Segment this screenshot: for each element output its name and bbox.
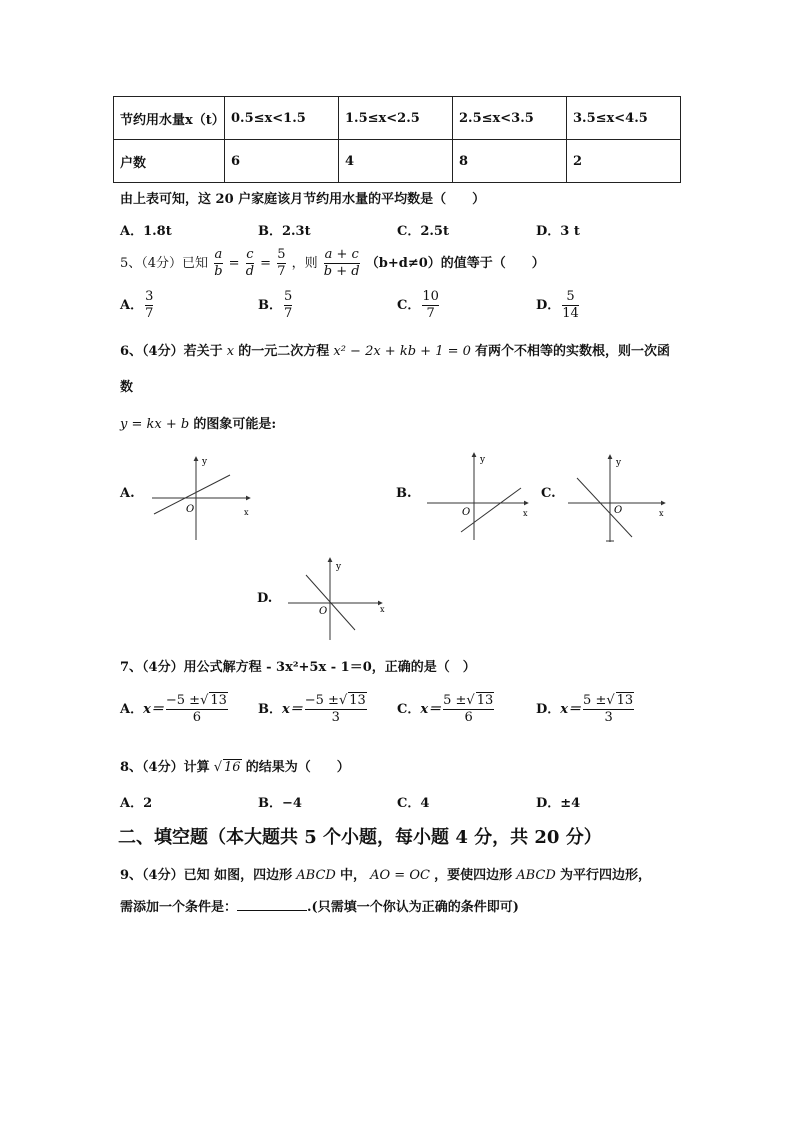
option-label: C． — [397, 702, 421, 717]
numerator: 5 ±√ 13 — [443, 693, 494, 708]
denominator: d — [245, 264, 255, 279]
q8-stem — [120, 756, 350, 775]
graph-label-b: B. — [396, 486, 412, 501]
q4-option-b: B．2.3t — [258, 224, 311, 239]
q9-text: 需添加一个条件是： — [120, 900, 238, 915]
option-label: B． — [258, 702, 282, 717]
radicand: 13 — [349, 693, 366, 708]
q8-radical: √ 16 — [213, 760, 241, 775]
table-cell: 节约用水量x（t） — [114, 97, 225, 140]
q9-line2 — [120, 896, 519, 915]
q9-text: 9、（4分）已知 如图，四边形 — [120, 868, 293, 883]
q4-option-a: A．1.8t — [120, 224, 172, 239]
q8-text: 8、（4分）计算 — [120, 760, 210, 775]
numerator-text: 5 ± — [583, 693, 607, 708]
fraction — [305, 693, 367, 726]
option-label: B． — [258, 298, 282, 313]
numerator: 5 — [566, 289, 575, 304]
fraction — [443, 693, 494, 726]
numerator: 5 ±√ 13 — [583, 693, 634, 708]
denominator: 6 — [166, 709, 228, 726]
graph-label-d: D. — [257, 591, 273, 606]
q9-text: .(只需填一个你认为正确的条件即可) — [307, 900, 519, 915]
table-cell: 户数 — [114, 140, 225, 183]
denominator: 3 — [305, 709, 367, 726]
table-cell: 6 — [225, 140, 339, 183]
table-cell: 4 — [339, 140, 453, 183]
graph-label-a: A. — [120, 486, 135, 501]
axis-x-label: x — [523, 509, 528, 518]
q9-math: AO = OC — [370, 868, 430, 883]
option-variable: x＝ — [560, 702, 582, 717]
q5-condition: （b+d≠0）的值等于（ ） — [365, 256, 545, 271]
q9-line1 — [120, 864, 651, 883]
numerator-text: −5 ± — [304, 693, 339, 708]
option-label: D． — [536, 702, 561, 717]
q6-text: 有两个不相等的实数根，则一次函 — [475, 344, 671, 359]
axis-x-label: x — [380, 605, 385, 614]
graph-a — [152, 457, 250, 540]
denominator: 7 — [284, 306, 293, 321]
q4-stem: 由上表可知，这 20 户家庭该月节约用水量的平均数是（ ） — [120, 192, 486, 207]
origin-label: O — [186, 504, 195, 515]
table-cell: 8 — [453, 140, 567, 183]
q4-option-d: D．3 t — [536, 224, 580, 239]
numerator: c — [246, 247, 254, 262]
numerator-text: −5 ± — [165, 693, 201, 708]
radicand: 13 — [210, 693, 227, 708]
numerator: −5 ±√ 13 — [165, 693, 227, 708]
table-cell: 2.5≤x<3.5 — [453, 97, 567, 140]
q9-math: ABCD — [296, 868, 336, 883]
numerator-text: 5 ± — [443, 693, 467, 708]
numerator: 5 — [277, 247, 286, 262]
q7-option-c — [397, 693, 496, 726]
q4-option-c: C．2.5t — [397, 224, 449, 239]
q6-function: y = kx + b — [120, 417, 190, 432]
axis-x-label: x — [659, 509, 664, 518]
denominator: 6 — [443, 709, 494, 726]
q8-text: 的结果为（ ） — [245, 760, 350, 775]
denominator: 3 — [583, 709, 634, 726]
q8-option-b: B．−4 — [258, 796, 302, 811]
option-label: A． — [120, 702, 144, 717]
option-label: A． — [120, 298, 144, 313]
origin-label: O — [614, 505, 623, 516]
q7-option-d — [536, 693, 636, 726]
q5-then: ，则 — [291, 256, 318, 271]
numerator: a — [214, 247, 223, 262]
q6-variable: x — [226, 344, 235, 359]
radicand: 13 — [476, 693, 494, 708]
fraction — [166, 693, 228, 726]
numerator: −5 ±√ 13 — [304, 693, 366, 708]
q6-equation: x² − 2x + kb + 1 = 0 — [333, 344, 471, 359]
table-cell: 2 — [567, 140, 681, 183]
q8-option-a: A．2 — [120, 796, 153, 811]
q5-number: 5、（4分）已知 — [120, 256, 209, 271]
denominator: 14 — [562, 306, 579, 321]
graph-c — [568, 455, 665, 542]
radicand: 16 — [224, 760, 241, 775]
fraction — [583, 693, 634, 726]
q7-option-b — [258, 693, 369, 726]
equals-sign: = — [260, 256, 272, 271]
option-label: C． — [397, 298, 421, 313]
origin-label: O — [319, 606, 328, 617]
denominator: 7 — [422, 305, 439, 322]
radicand: 13 — [616, 693, 634, 708]
q7-stem: 7、（4分）用公式解方程 - 3x²+5x - 1＝0，正确的是（ ） — [120, 660, 476, 675]
q8-option-d: D．±4 — [536, 796, 581, 811]
equals-sign: = — [228, 256, 240, 271]
option-label: D． — [536, 298, 561, 313]
option-variable: x＝ — [282, 702, 303, 717]
q9-math: ABCD — [516, 868, 556, 883]
q6-text: 的一元二次方程 — [238, 344, 330, 359]
section-title: 二、填空题（本大题共 5 个小题，每小题 4 分，共 20 分） — [118, 827, 602, 848]
axis-x-label: x — [244, 508, 249, 517]
q6-line2: 数 — [120, 380, 134, 395]
table-cell: 3.5≤x<4.5 — [567, 97, 681, 140]
q9-text: ，要使四边形 — [434, 868, 513, 883]
denominator: 7 — [277, 264, 286, 279]
axis-y-label: y — [616, 458, 622, 468]
denominator: 7 — [145, 306, 154, 321]
answer-blank[interactable] — [237, 898, 307, 911]
numerator: 3 — [145, 289, 154, 304]
denominator: b + d — [323, 264, 360, 279]
q8-option-c: C．4 — [397, 796, 430, 811]
numerator: a + c — [324, 247, 359, 262]
q7-option-a — [120, 693, 230, 726]
q9-text: 中， — [339, 868, 366, 883]
table-cell: 1.5≤x<2.5 — [339, 97, 453, 140]
option-variable: x＝ — [143, 702, 164, 717]
graph-b — [427, 453, 528, 540]
q6-text: 的图象可能是: — [193, 417, 277, 432]
origin-label: O — [462, 507, 471, 518]
numerator: 10 — [422, 289, 439, 304]
graph-d — [288, 558, 385, 640]
axis-y-label: y — [480, 455, 486, 465]
option-variable: x＝ — [420, 702, 442, 717]
axis-y-label: y — [202, 457, 208, 467]
table-cell: 0.5≤x<1.5 — [225, 97, 339, 140]
numerator: 5 — [284, 289, 293, 304]
q9-text: 为平行四边形， — [559, 868, 651, 883]
denominator: b — [214, 264, 223, 279]
q6-text: 6、（4分）若关于 — [120, 344, 223, 359]
graph-label-c: C. — [541, 486, 556, 501]
axis-y-label: y — [336, 562, 342, 572]
